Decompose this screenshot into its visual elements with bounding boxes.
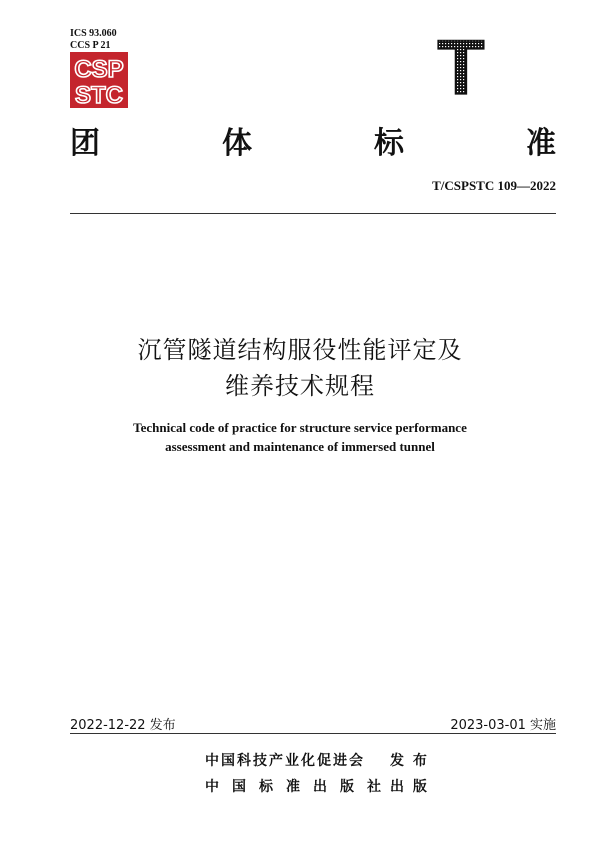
category-char-1: 团 — [70, 126, 100, 161]
publisher-role: 发 布 — [390, 753, 429, 769]
logo-text-top: CSP — [74, 56, 124, 83]
publisher-name: 中国科技产业化促进会 — [205, 753, 365, 769]
category-char-2: 体 — [222, 126, 252, 161]
press-role: 出 版 — [390, 779, 429, 795]
cspstc-logo — [70, 52, 128, 108]
title-cn-line-1: 沉管隧道结构服役性能评定及 — [137, 336, 463, 364]
title-cn-line-2: 维养技术规程 — [225, 372, 375, 400]
footer-divider — [70, 733, 556, 734]
logo-text-bottom: STC — [75, 82, 123, 108]
press-name: 中国标准出版社 — [205, 779, 394, 795]
standard-number: T/CSPSTC 109—2022 — [432, 178, 556, 193]
category-char-3: 标 — [374, 126, 404, 161]
classification-codes — [70, 28, 117, 52]
category-char-4: 准 — [526, 126, 556, 161]
title-en-line-2: assessment and maintenance of immersed tunnel — [165, 439, 435, 454]
standard-type-mark — [436, 34, 486, 98]
header-divider — [70, 213, 556, 214]
effective-date: 2023-03-01 实施 — [450, 718, 556, 733]
issue-date: 2022-12-22 发布 — [70, 718, 176, 733]
title-en-line-1: Technical code of practice for structure service performance — [133, 420, 467, 435]
type-letter: T — [437, 34, 485, 98]
ccs-code: CCS P 21 — [70, 40, 111, 51]
ics-code: ICS 93.060 — [70, 28, 117, 39]
